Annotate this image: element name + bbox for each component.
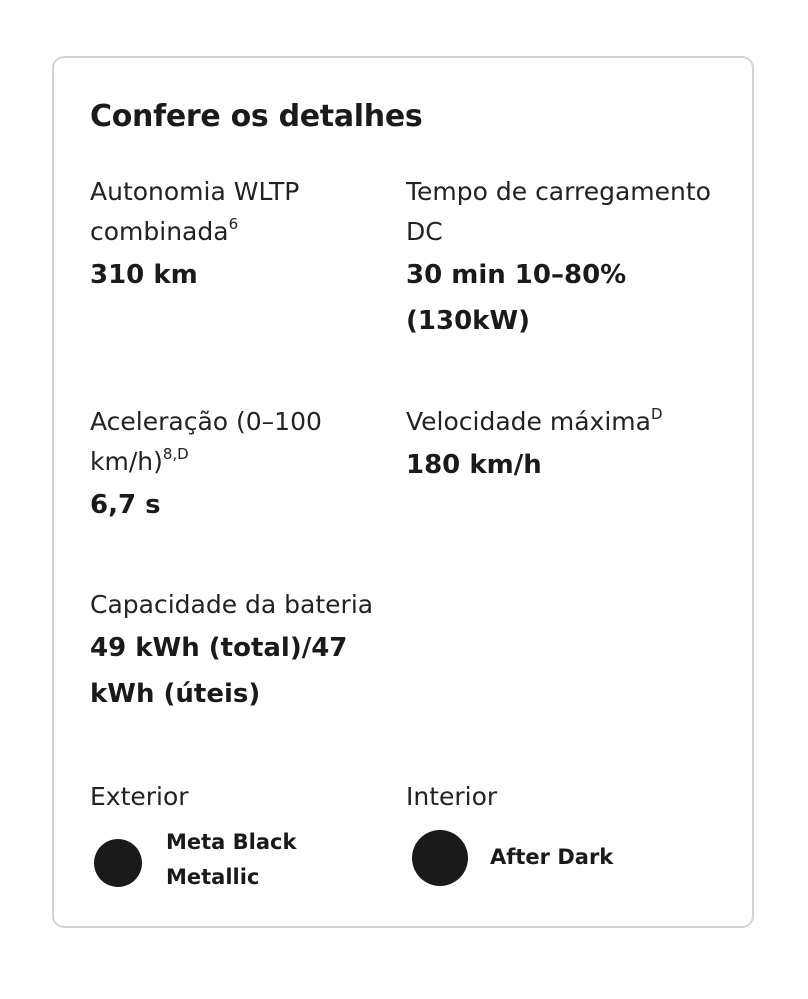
spec-label [406, 172, 736, 252]
spec-value: 30 min 10–80% (130kW) [406, 260, 627, 336]
spec-label [406, 402, 706, 442]
spec-label-text: Velocidade máxima [406, 407, 651, 436]
spec-value: 310 km [90, 260, 198, 290]
spec-label [90, 172, 390, 252]
spec-acceleration [90, 402, 390, 528]
footnote-marker: 6 [228, 214, 239, 233]
spec-value: 180 km/h [406, 450, 542, 480]
details-card [52, 56, 754, 928]
spec-value: 49 kWh (total)/47 kWh (úteis) [90, 633, 348, 709]
spec-label-text: Autonomia WLTP combinada [90, 177, 300, 246]
spec-battery-capacity [90, 585, 410, 717]
spec-label-text: Aceleração (0–100 km/h) [90, 407, 322, 476]
spec-label [90, 585, 410, 625]
interior-color-name: After Dark [490, 845, 614, 869]
footnote-marker: D [650, 404, 663, 423]
spec-top-speed [406, 402, 706, 488]
footnote-marker: 8,D [162, 444, 189, 463]
interior-color [406, 777, 706, 897]
spec-value: 6,7 s [90, 490, 161, 520]
exterior-color [90, 777, 390, 897]
interior-color-swatch [412, 830, 468, 886]
spec-label [90, 402, 390, 482]
spec-label-text: Tempo de carregamento DC [406, 177, 711, 246]
interior-color-row [406, 817, 706, 897]
spec-charging-time [406, 172, 736, 344]
interior-color-label: Interior [406, 782, 498, 811]
exterior-color-swatch [94, 839, 142, 887]
spec-label-text: Capacidade da bateria [90, 590, 374, 619]
spec-range [90, 172, 390, 298]
card-title: Confere os detalhes [90, 99, 423, 134]
exterior-color-row [90, 817, 390, 897]
exterior-color-name: Meta Black Metallic [166, 830, 297, 889]
exterior-color-label: Exterior [90, 782, 189, 811]
